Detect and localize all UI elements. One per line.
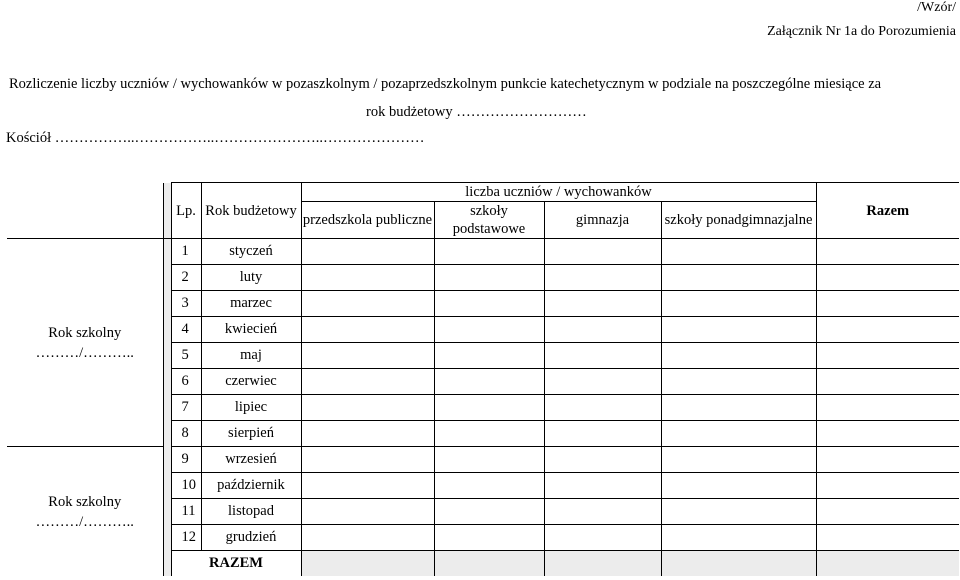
row-number: 6	[171, 369, 201, 395]
row-number: 2	[171, 265, 201, 291]
value-cell[interactable]	[544, 369, 661, 395]
total-cell	[661, 551, 816, 577]
value-cell[interactable]	[661, 239, 816, 265]
month-name: kwiecień	[201, 317, 301, 343]
month-name: czerwiec	[201, 369, 301, 395]
row-number: 10	[171, 473, 201, 499]
row-number: 1	[171, 239, 201, 265]
church-line: Kościół ……………..……………..…………………..…………………	[6, 130, 425, 146]
value-cell[interactable]	[661, 291, 816, 317]
month-name: grudzień	[201, 525, 301, 551]
value-cell[interactable]	[434, 421, 544, 447]
razem-value-cell[interactable]	[816, 343, 959, 369]
separator-cell	[163, 239, 171, 577]
value-cell[interactable]	[434, 525, 544, 551]
value-cell[interactable]	[661, 317, 816, 343]
value-cell[interactable]	[544, 421, 661, 447]
value-cell[interactable]	[434, 447, 544, 473]
value-cell[interactable]	[434, 291, 544, 317]
lp-header: Lp.	[171, 183, 201, 239]
value-cell[interactable]	[544, 447, 661, 473]
value-cell[interactable]	[301, 395, 434, 421]
value-cell[interactable]	[434, 473, 544, 499]
value-cell[interactable]	[301, 265, 434, 291]
value-cell[interactable]	[661, 265, 816, 291]
total-cell	[434, 551, 544, 577]
razem-value-cell[interactable]	[816, 317, 959, 343]
value-cell[interactable]	[544, 395, 661, 421]
value-cell[interactable]	[434, 317, 544, 343]
school-year-2-line2: ………/………..	[35, 513, 134, 530]
razem-header: Razem	[816, 183, 959, 239]
razem-value-cell[interactable]	[816, 395, 959, 421]
razem-value-cell[interactable]	[816, 525, 959, 551]
row-number: 12	[171, 525, 201, 551]
value-cell[interactable]	[301, 499, 434, 525]
value-cell[interactable]	[661, 421, 816, 447]
value-cell[interactable]	[434, 395, 544, 421]
school-year-1-line2: ………/………..	[35, 344, 134, 361]
document-title: Rozliczenie liczby uczniów / wychowanków w pozaszkolnym / pozaprzedszkolnym punkcie katechetycznym w podziale na poszczególne miesiące za	[9, 76, 882, 92]
month-name: listopad	[201, 499, 301, 525]
value-cell[interactable]	[544, 239, 661, 265]
value-cell[interactable]	[301, 473, 434, 499]
row-number: 5	[171, 343, 201, 369]
razem-value-cell[interactable]	[816, 239, 959, 265]
razem-value-cell[interactable]	[816, 265, 959, 291]
separator-cell	[163, 183, 171, 239]
col-header-gimnazja: gimnazja	[544, 202, 661, 239]
month-name: maj	[201, 343, 301, 369]
value-cell[interactable]	[544, 499, 661, 525]
value-cell[interactable]	[661, 525, 816, 551]
total-cell	[301, 551, 434, 577]
school-year-label-2	[7, 447, 163, 577]
rok-budzetowy-header: Rok budżetowy	[201, 183, 301, 239]
razem-value-cell[interactable]	[816, 369, 959, 395]
row-number: 11	[171, 499, 201, 525]
value-cell[interactable]	[661, 447, 816, 473]
value-cell[interactable]	[434, 499, 544, 525]
total-cell	[544, 551, 661, 577]
total-label: RAZEM	[171, 551, 301, 577]
month-name: wrzesień	[201, 447, 301, 473]
value-cell[interactable]	[544, 525, 661, 551]
school-year-2-line1: Rok szkolny	[48, 493, 122, 510]
total-cell	[816, 551, 959, 577]
value-cell[interactable]	[301, 525, 434, 551]
month-name: marzec	[201, 291, 301, 317]
template-label: /Wzór/	[917, 0, 956, 15]
razem-value-cell[interactable]	[816, 499, 959, 525]
attachment-label: Załącznik Nr 1a do Porozumienia	[767, 24, 956, 39]
month-name: lipiec	[201, 395, 301, 421]
row-number: 3	[171, 291, 201, 317]
value-cell[interactable]	[301, 421, 434, 447]
value-cell[interactable]	[661, 343, 816, 369]
value-cell[interactable]	[301, 317, 434, 343]
value-cell[interactable]	[434, 369, 544, 395]
razem-value-cell[interactable]	[816, 447, 959, 473]
value-cell[interactable]	[434, 239, 544, 265]
month-name: styczeń	[201, 239, 301, 265]
value-cell[interactable]	[434, 265, 544, 291]
row-number: 9	[171, 447, 201, 473]
value-cell[interactable]	[301, 239, 434, 265]
month-name: sierpień	[201, 421, 301, 447]
row-number: 8	[171, 421, 201, 447]
month-name: październik	[201, 473, 301, 499]
value-cell[interactable]	[544, 317, 661, 343]
settlement-table	[7, 182, 959, 576]
table-row	[7, 239, 959, 265]
value-cell[interactable]	[544, 265, 661, 291]
budget-year-line: rok budżetowy ………………………	[366, 104, 587, 120]
value-cell[interactable]	[301, 291, 434, 317]
table-row	[7, 447, 959, 473]
razem-value-cell[interactable]	[816, 421, 959, 447]
value-cell[interactable]	[544, 343, 661, 369]
razem-value-cell[interactable]	[816, 291, 959, 317]
value-cell[interactable]	[544, 291, 661, 317]
row-number: 4	[171, 317, 201, 343]
col-header-ponadgimnazjalne: szkoły ponadgimnazjalne	[661, 202, 816, 239]
month-name: luty	[201, 265, 301, 291]
value-cell[interactable]	[661, 473, 816, 499]
row-number: 7	[171, 395, 201, 421]
year-header-blank	[7, 183, 163, 239]
col-header-podstawowe: szkoły podstawowe	[434, 202, 544, 239]
value-cell[interactable]	[434, 343, 544, 369]
value-cell[interactable]	[301, 343, 434, 369]
value-cell[interactable]	[301, 447, 434, 473]
value-cell[interactable]	[661, 369, 816, 395]
col-header-przedszkola: przedszkola publiczne	[301, 202, 434, 239]
group-header: liczba uczniów / wychowanków	[301, 183, 816, 202]
school-year-1-line1: Rok szkolny	[48, 324, 122, 341]
school-year-label-1	[7, 239, 163, 447]
value-cell[interactable]	[661, 499, 816, 525]
value-cell[interactable]	[301, 369, 434, 395]
value-cell[interactable]	[544, 473, 661, 499]
razem-value-cell[interactable]	[816, 473, 959, 499]
value-cell[interactable]	[661, 395, 816, 421]
